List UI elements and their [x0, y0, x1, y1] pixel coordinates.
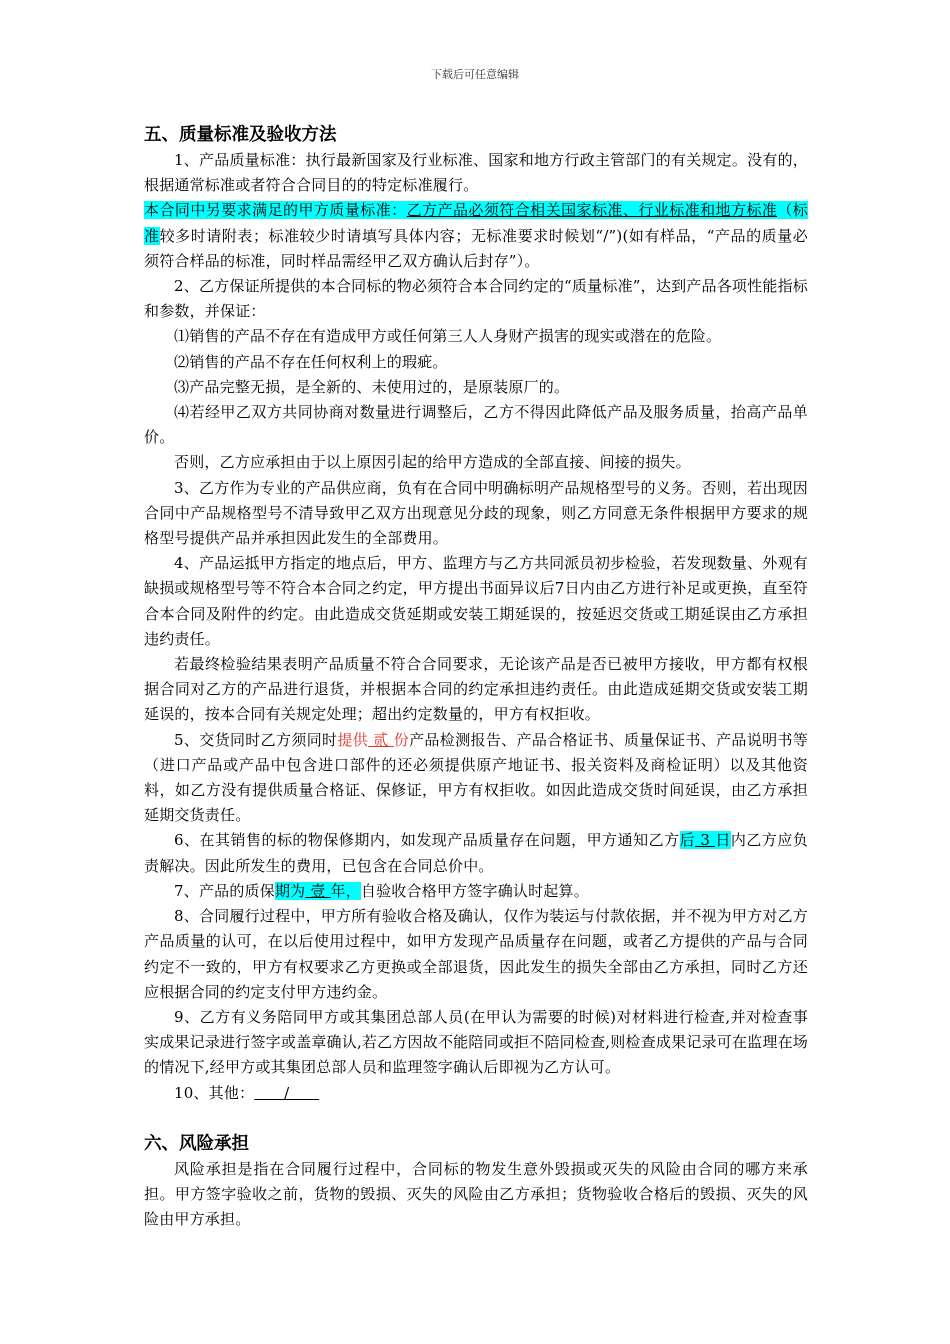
clause-2: 2、乙方保证所提供的本合同标的物必须符合本合同约定的“质量标准”，达到产品各项性能指标和参数，并保证： [144, 277, 808, 321]
clause-text: 7、产品的质保 [174, 881, 275, 900]
clause-text: 10、其他： [174, 1083, 255, 1102]
clause-1: 1、产品质量标准：执行最新国家及行业标准、国家和地方行政主管部门的有关规定。没有的，根据通常标准或者符合合同目的的特定标准履行。 [144, 151, 808, 195]
highlight-fill-text: 壹 [305, 881, 331, 900]
page-header: 下载后可任意编辑 [431, 68, 519, 81]
red-text: 份 [393, 730, 410, 749]
clause-2-item-1: ⑴销售的产品不存在有造成甲方或任何第三人人身财产损害的现实或潜在的危险。 [174, 327, 722, 346]
document-body [144, 122, 808, 1232]
clause-text: 5、交货同时乙方须同时 [174, 730, 338, 749]
clause-7 [144, 879, 808, 904]
fill-blank[interactable]: / [254, 1083, 320, 1102]
highlight-fill-text: 3 [695, 831, 716, 850]
highlight-text: （标准 [144, 201, 808, 245]
clause-text: 自验收合格甲方签字确认时起算。 [360, 881, 589, 900]
clause-8: 8、合同履行过程中，甲方所有验收合格及确认，仅作为装运与付款依据，并不视为甲方对乙方产品质量的认可，在以后使用过程中，如甲方发现产品质量存在问题，或者乙方提供的产品与合同约定不一致的，甲方有权要求乙方更换或全部退货，因此发生的损失全部由乙方承担，同时乙方还应根据合同的约定支付甲方违约金。 [144, 907, 808, 1001]
section-6-title: 六、风险承担 [144, 1133, 249, 1154]
highlight-text: 本合同中另要求满足的甲方质量标准： [144, 201, 407, 220]
clause-text: 内乙方应负责解决。因此所发生的费用，已包含在合同总价中。 [144, 831, 809, 875]
clause-10 [144, 1081, 808, 1106]
clause-2-item-3: ⑶产品完整无损，是全新的、未使用过的，是原装原厂的。 [174, 377, 570, 396]
clause-4: 4、产品运抵甲方指定的地点后，甲方、监理方与乙方共同派员初步检验，若发现数量、外观有缺损或规格型号等不符合本合同之约定，甲方提出书面异议后7日内由乙方进行补足或更换，直至符合本合同及附件的约定。由此造成交货延期或安装工期延误的，按延迟交货或工期延误由乙方承担违约责任。 [144, 554, 808, 648]
clause-4-final-inspection: 若最终检验结果表明产品质量不符合合同要求，无论该产品是否已被甲方接收，甲方都有权根据合同对乙方的产品进行退货，并根据本合同的约定承担违约责任。由此造成延期交货或安装工期延误的，按本合同有关规定处理；超出约定数量的，甲方有权拒收。 [144, 655, 808, 724]
highlight-fill-text: 乙方产品必须符合相关国家标准、行业标准和地方标准 [406, 201, 778, 220]
clause-text: 产品检测报告、产品合格证书、质量保证书、产品说明书等（进口产品或产品中包含进口部件的还必须提供原产地证书、报关资料及商检证明）以及其他资料，如乙方没有提供质量合格证、保修证，甲方有权拒收。如因此造成交货时间延误，由乙方承担延期交货责任。 [144, 730, 809, 825]
highlight-text: 期为 [274, 881, 306, 900]
clause-text: 6、在其销售的标的物保修期内，如发现产品质量存在问题，甲方通知乙方 [174, 831, 680, 850]
highlight-text: 后 [679, 831, 696, 850]
clause-text: 较多时请附表；标准较少时请填写具体内容；无标准要求时候划“/”)(如有样品，“产品的质量必须符合样品的标准，同时样品需经甲乙双方确认后封存”）。 [144, 226, 808, 270]
clause-2-item-2: ⑵销售的产品不存在任何权利上的瑕疵。 [174, 352, 448, 371]
section-5-title: 五、质量标准及验收方法 [144, 125, 337, 145]
clause-2-item-4: ⑷若经甲乙双方共同协商对数量进行调整后，乙方不得因此降低产品及服务质量，抬高产品单价。 [144, 403, 808, 447]
clause-3: 3、乙方作为专业的产品供应商，负有在合同中明确标明产品规格型号的义务。否则，若出现因合同中产品规格型号不清导致甲乙双方出现意见分歧的现象，则乙方同意无条件根据甲方要求的规格型号提供产品并承担因此发生的全部费用。 [144, 478, 808, 548]
highlight-text: 日 [715, 831, 731, 850]
quality-standard-clause [144, 198, 808, 274]
highlight-text: 年， [330, 881, 361, 900]
red-fill-text: 贰 [368, 730, 394, 749]
clause-5 [144, 728, 808, 829]
clause-6 [144, 828, 808, 878]
risk-clause: 风险承担是指在合同履行过程中，合同标的物发生意外毁损或灭失的风险由合同的哪方来承担。甲方签字验收之前，货物的毁损、灭失的风险由乙方承担；货物验收合格后的毁损、灭失的风险由甲方承担。 [144, 1159, 808, 1229]
red-text: 提供 [337, 730, 369, 749]
clause-2-otherwise: 否则，乙方应承担由于以上原因引起的给甲方造成的全部直接、间接的损失。 [174, 453, 691, 472]
clause-9: 9、乙方有义务陪同甲方或其集团总部人员(在甲认为需要的时候)对材料进行检查,并对检查事实成果记录进行签字或盖章确认,若乙方因故不能陪同或拒不陪同检查,则检查成果记录可在监理在场的情况下,经甲方或其集团总部人员和监理签字确认后即视为乙方认可。 [144, 1007, 808, 1077]
section-spacer [144, 1106, 808, 1131]
